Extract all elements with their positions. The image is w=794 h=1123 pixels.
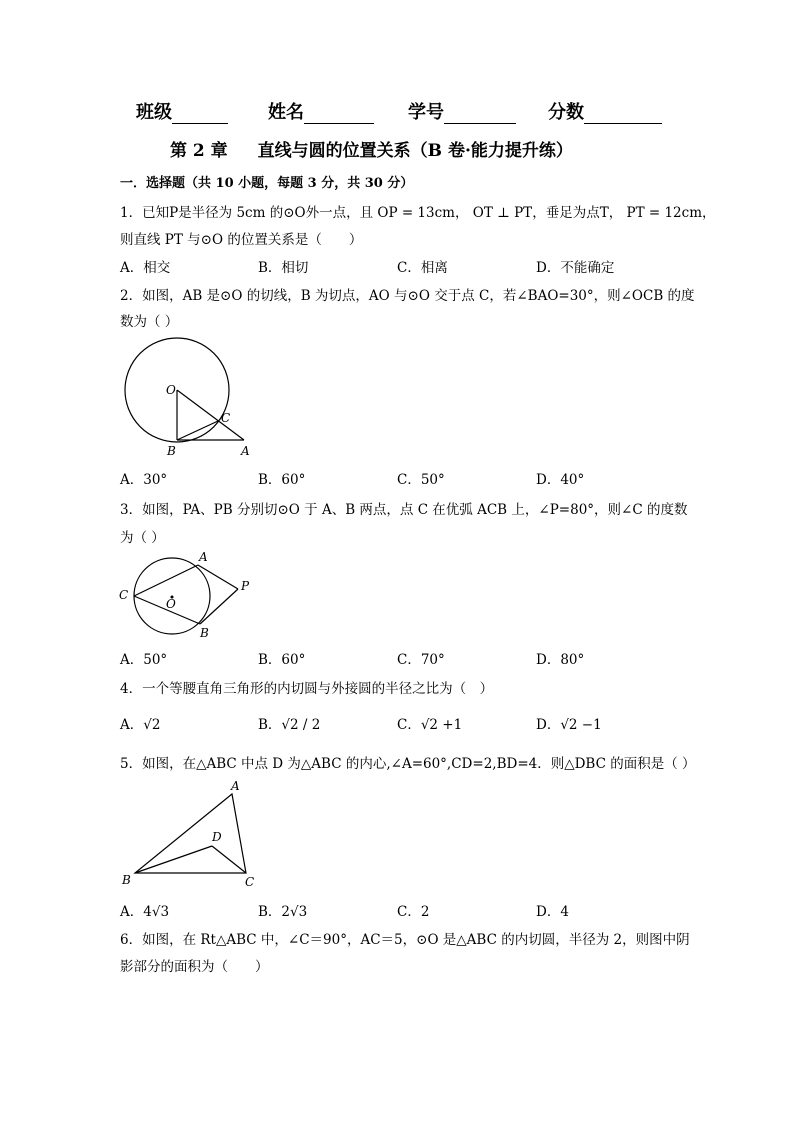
q1-text-line2: 则直线 PT 与⊙O 的位置关系是（ ）: [120, 232, 363, 248]
q4-text-line1: 4．一个等腰直角三角形的内切圆与外接圆的半径之比为（ ）: [120, 681, 494, 697]
q3-text-line1: 3．如图，PA、PB 分别切⊙O 于 A、B 两点，点 C 在优弧 ACB 上，∠P=80°，则∠C 的度数: [120, 502, 688, 518]
q3-label-p: P: [241, 579, 250, 593]
q5-option-a[interactable]: A．4√3: [120, 904, 170, 920]
q4-option-d[interactable]: D．√2 −1: [536, 717, 602, 733]
q2-label-o: O: [166, 383, 176, 397]
q6-text-line2: 影部分的面积为（ ）: [120, 959, 269, 975]
title-text: 直线与圆的位置关系（B 卷·能力提升练）: [257, 141, 573, 161]
q1-text-line1: 1．已知P是半径为 5cm 的⊙O外一点，且 OP = 13cm， OT ⊥ PT，垂足为点T， PT = 12cm，: [120, 205, 716, 221]
q1-option-d[interactable]: D．不能确定: [536, 260, 615, 276]
q3-option-a[interactable]: A．50°: [120, 652, 168, 668]
q2-option-c[interactable]: C．50°: [397, 472, 445, 488]
q5-segment-bd: [135, 846, 212, 873]
student-id-label: 学号: [408, 102, 444, 123]
q3-label-b: B: [200, 626, 209, 640]
q2-option-a[interactable]: A．30°: [120, 472, 168, 488]
q5-text-line1: 5．如图，在△ABC 中点 D 为△ABC 的内心,∠A=60°,CD=2,BD=4．则△DBC 的面积是（ ）: [120, 756, 696, 772]
q5-option-d[interactable]: D．4: [536, 904, 569, 920]
q5-label-d: D: [212, 830, 222, 844]
q5-option-c[interactable]: C．2: [397, 904, 430, 920]
q2-label-b: B: [167, 444, 176, 458]
q2-text-line2: 数为（ ）: [120, 314, 179, 330]
q5-label-a: A: [231, 779, 240, 793]
q3-label-a: A: [199, 550, 208, 564]
q2-option-d[interactable]: D．40°: [536, 472, 585, 488]
q5-label-b: B: [122, 873, 131, 887]
score-label: 分数: [548, 102, 584, 123]
q3-text-line2: 为（ ）: [120, 530, 165, 546]
q3-option-b[interactable]: B．60°: [258, 652, 306, 668]
q2-option-b[interactable]: B．60°: [258, 472, 306, 488]
q2-text-line1: 2．如图，AB 是⊙O 的切线，B 为切点，AO 与⊙O 交于点 C，若∠BAO=30°，则∠OCB 的度: [120, 288, 695, 304]
q4-option-b[interactable]: B．√2 / 2: [258, 717, 321, 733]
class-label: 班级: [136, 102, 172, 123]
name-label: 姓名: [268, 102, 304, 123]
q3-option-d[interactable]: D．80°: [536, 652, 585, 668]
q1-option-c[interactable]: C．相离: [397, 260, 448, 276]
chapter-label: 第 2 章: [170, 141, 228, 161]
q4-option-a[interactable]: A．√2: [120, 717, 161, 733]
q1-option-a[interactable]: A．相交: [120, 260, 171, 276]
q3-option-c[interactable]: C．70°: [397, 652, 445, 668]
q2-label-a: A: [241, 444, 250, 458]
q4-option-c[interactable]: C．√2 +1: [397, 717, 463, 733]
q5-segment-dc: [212, 846, 246, 873]
section-heading: 一．选择题（共 10 小题，每题 3 分，共 30 分）: [120, 176, 414, 191]
q3-label-c: C: [119, 588, 129, 602]
q5-label-c: C: [245, 875, 255, 889]
q2-label-c: C: [221, 411, 231, 425]
q5-triangle-abc: [135, 794, 246, 873]
q3-label-o: O: [166, 597, 176, 611]
q5-option-b[interactable]: B．2√3: [258, 904, 308, 920]
q6-text-line1: 6．如图，在 Rt△ABC 中，∠C＝90°，AC＝5，⊙O 是△ABC 的内切圆，半径为 2，则图中阴: [120, 932, 690, 948]
q1-option-b[interactable]: B．相切: [258, 260, 309, 276]
